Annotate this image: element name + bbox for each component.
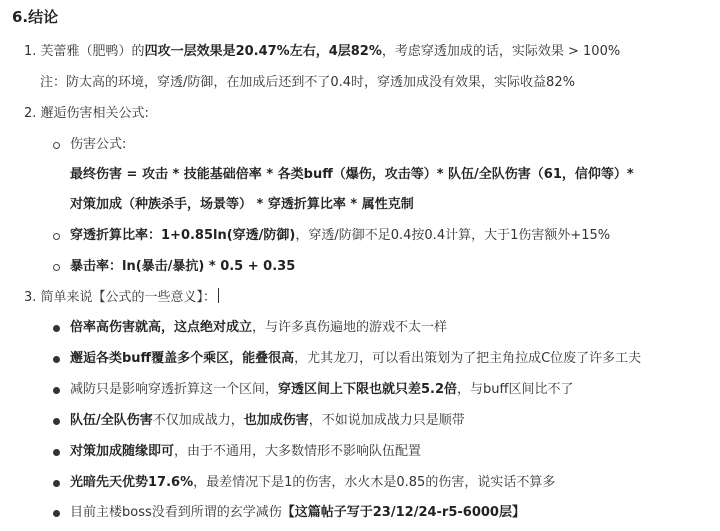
bold-segment: 光暗先天优势17.6%	[70, 475, 194, 490]
text-segment: ，与buff区间比不了	[457, 382, 574, 397]
text-segment: ，穿透/防御不足0.4按0.4计算，大于1伤害额外+15%	[295, 228, 611, 243]
text-segment: 芙蕾雅（肥鸭）的	[40, 44, 145, 59]
list-item-3	[24, 288, 219, 308]
list-number: 2.	[24, 106, 37, 121]
formula-line-2: 对策加成（种族杀手，场景等） * 穿透折算比率 * 属性克制	[70, 197, 414, 212]
text-segment: 不仅加成战力，	[152, 413, 244, 428]
formula-line-1: 最终伤害 = 攻击 * 技能基础倍率 * 各类buff（爆伤，攻击等）* 队伍/全队伤害（61，信仰等）*	[70, 167, 634, 182]
sub-item-boss	[70, 503, 525, 523]
sub-item-countermeasure	[70, 442, 421, 462]
bold-segment: 【这篇帖子写于23/12/24-r5-6000层】	[281, 505, 525, 520]
text-segment: ，由于不通用，大多数情形不影响队伍配置	[174, 444, 422, 459]
solid-bullet-icon	[53, 356, 60, 363]
bold-segment: 四攻一层效果是20.47%左右，4层82%	[144, 44, 382, 59]
solid-bullet-icon	[53, 418, 60, 425]
text-segment: 邂逅伤害相关公式:	[40, 106, 149, 121]
text-segment: 简单来说【公式的一些意义】：	[40, 290, 217, 305]
sub-item-buff	[70, 349, 641, 369]
bold-segment: 也加成伤害	[243, 413, 309, 428]
sub-item-multiplier	[70, 318, 447, 338]
text-segment: ，考虑穿透加成的话，实际效果 > 100%	[381, 44, 621, 59]
hollow-bullet-icon	[53, 233, 60, 240]
list-item-1	[24, 42, 620, 62]
sub-item-defense-reduction	[70, 380, 574, 400]
bold-segment: 倍率高伤害就高，这点绝对成立	[70, 320, 253, 335]
text-segment: 减防只是影响穿透折算这一个区间，	[70, 382, 279, 397]
bold-segment: 暴击率：ln(暴击/暴抗) * 0.5 + 0.35	[70, 259, 296, 274]
text-segment: ，尤其龙刀，可以看出策划为了把主角拉成C位废了许多工夫	[294, 351, 642, 366]
solid-bullet-icon	[53, 325, 60, 332]
bold-segment: 邂逅各类buff覆盖多个乘区，能叠很高	[70, 351, 295, 366]
list-item-2	[24, 104, 149, 124]
solid-bullet-icon	[53, 480, 60, 487]
text-segment: 目前主楼boss没看到所谓的玄学减伤	[70, 505, 282, 520]
section-heading: 6.结论	[12, 8, 59, 26]
text-segment: ，最差情况下是1的伤害，水火木是0.85的伤害，说实话不算多	[193, 475, 556, 490]
sub-item-light-dark	[70, 473, 555, 493]
text-cursor	[218, 288, 219, 303]
sub-item-penetration	[70, 226, 610, 246]
bold-segment: 对策加成随缘即可	[70, 444, 175, 459]
text-segment: ，不如说加成战力只是顺带	[308, 413, 465, 428]
bold-segment: 穿透折算比率：1+0.85ln(穿透/防御)	[70, 228, 296, 243]
hollow-bullet-icon	[53, 264, 60, 271]
bold-segment: 队伍/全队伤害	[70, 413, 153, 428]
list-number: 3.	[24, 290, 37, 305]
list-number: 1.	[24, 44, 37, 59]
solid-bullet-icon	[53, 387, 60, 394]
sub-item-formula-label: 伤害公式:	[70, 137, 127, 152]
sub-item-team-damage	[70, 411, 465, 431]
solid-bullet-icon	[53, 510, 60, 517]
sub-item-crit-rate	[70, 257, 295, 277]
note-line: 注：防太高的环境，穿透/防御，在加成后还到不了0.4时，穿透加成没有效果，实际收益82%	[40, 75, 575, 90]
hollow-bullet-icon	[53, 142, 60, 149]
text-segment: ，与许多真伤遍地的游戏不太一样	[252, 320, 448, 335]
solid-bullet-icon	[53, 449, 60, 456]
bold-segment: 穿透区间上下限也就只差5.2倍	[278, 382, 458, 397]
